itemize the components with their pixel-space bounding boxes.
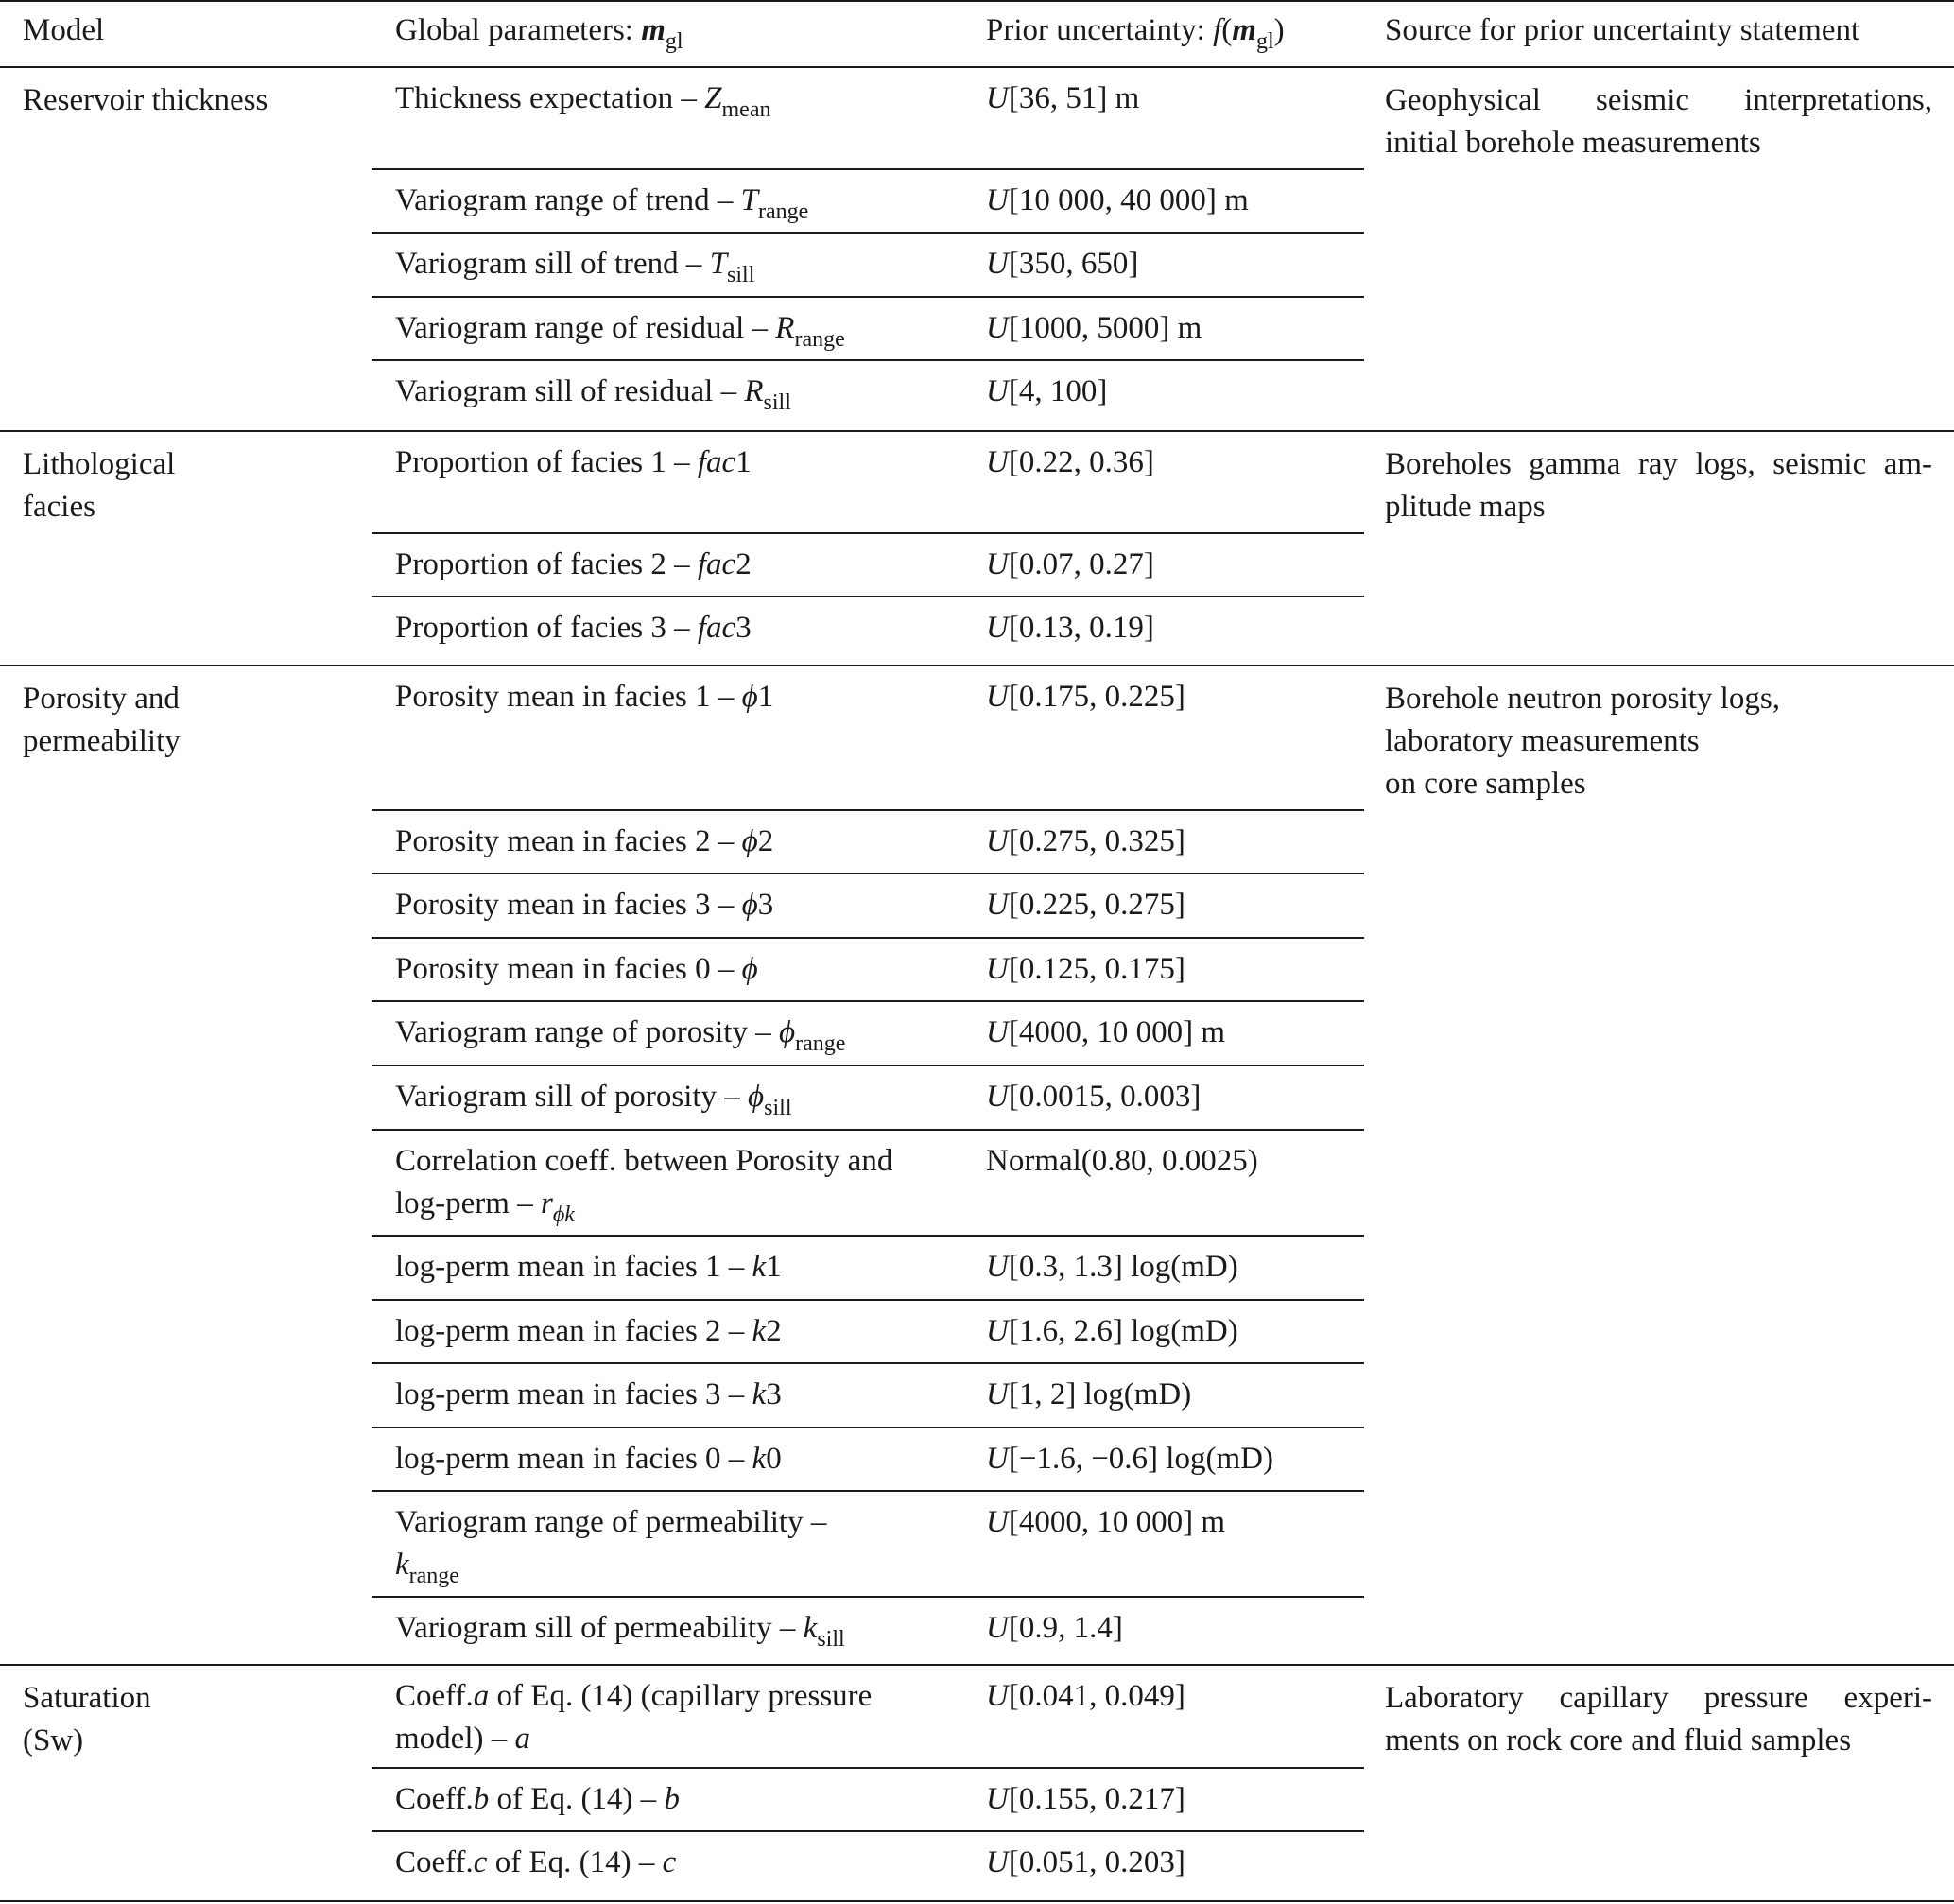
row-rule: [372, 1596, 1364, 1598]
uniform-symbol: U: [986, 1250, 1009, 1284]
uniform-symbol: U: [986, 888, 1009, 922]
row-rule: [372, 1235, 1364, 1237]
header-global-parameters: [395, 9, 683, 55]
prior-value: [1000, 5000] m: [1008, 311, 1202, 345]
parameter-cell: [395, 1374, 782, 1416]
source-line: on core samples: [1385, 767, 1586, 801]
param-text: Porosity mean in facies 2 –: [395, 824, 742, 858]
source-line: Laboratory capillary pressure experi-: [1385, 1681, 1932, 1715]
uniform-symbol: U: [986, 1782, 1009, 1816]
param-text: Variogram range of permeability –: [395, 1505, 827, 1539]
row-rule: [372, 596, 1364, 597]
prior-value: [0.0015, 0.003]: [1008, 1080, 1202, 1114]
param-symbol: Z: [704, 81, 722, 115]
parameter-cell: [395, 544, 752, 586]
parameter-cell: [395, 1501, 826, 1589]
param-text: Variogram sill of porosity –: [395, 1080, 749, 1114]
param-text: Proportion of facies 3 –: [395, 611, 698, 645]
header-prior-f: f: [1213, 13, 1222, 47]
table-top-rule: [0, 0, 1954, 2]
param-subscript: ϕk: [552, 1203, 575, 1227]
header-prior-subscript: gl: [1255, 29, 1274, 54]
uniform-symbol: U: [986, 247, 1009, 281]
parameter-cell: [395, 1310, 782, 1353]
param-symbol: k: [752, 1442, 767, 1476]
uniform-symbol: U: [986, 374, 1009, 408]
group-source-0: [1385, 79, 1932, 164]
header-prior-symbol: m: [1232, 13, 1256, 47]
param-text: Proportion of facies 2 –: [395, 547, 698, 581]
prior-cell: [986, 1140, 1258, 1183]
model-line: Porosity and: [23, 682, 180, 716]
row-rule: [372, 296, 1364, 298]
parameter-cell: [395, 676, 773, 718]
uniform-symbol: U: [986, 1679, 1009, 1713]
param-prefix: Coeff.: [395, 1845, 474, 1879]
prior-value: [0.225, 0.275]: [1008, 888, 1185, 922]
model-line: facies: [23, 490, 95, 524]
parameter-cell: [395, 1140, 892, 1228]
prior-cell: [986, 607, 1154, 649]
param-subscript: sill: [727, 263, 755, 287]
header-rule: [0, 66, 1954, 68]
parameter-cell: [395, 1076, 791, 1121]
param-symbol: ϕ: [741, 824, 758, 858]
row-rule: [372, 1000, 1364, 1002]
prior-value: [4, 100]: [1008, 374, 1108, 408]
parameter-cell: [395, 371, 791, 416]
param-symbol: k: [395, 1548, 409, 1582]
param-symbol: ϕ: [741, 680, 758, 714]
param-symbol: fac: [697, 445, 736, 479]
param-prefix: Coeff.: [395, 1782, 474, 1816]
param-text: Correlation coeff. between Porosity and: [395, 1144, 893, 1178]
prior-cell: [986, 676, 1185, 718]
param-text: Thickness expectation –: [395, 81, 705, 115]
group-source-1: [1385, 443, 1932, 528]
param-text: log-perm mean in facies 1 –: [395, 1250, 752, 1284]
prior-value: [0.125, 0.175]: [1008, 952, 1185, 986]
prior-value: [350, 650]: [1008, 247, 1139, 281]
param-index: 1: [766, 1250, 782, 1284]
param-subscript: sill: [763, 390, 791, 415]
uniform-symbol: U: [986, 1314, 1009, 1348]
parameter-cell: [395, 1246, 782, 1289]
prior-cell: [986, 1076, 1201, 1118]
param-symbol: R: [775, 311, 795, 345]
header-prior-close: ): [1273, 13, 1285, 47]
prior-cell: [986, 1438, 1273, 1480]
source-line: Geophysical seismic interpretations,: [1385, 83, 1932, 117]
uniform-symbol: U: [986, 1080, 1009, 1114]
prior-cell: [986, 180, 1249, 222]
param-variable: c: [473, 1845, 488, 1879]
param-symbol: T: [709, 247, 728, 281]
model-line: Lithological: [23, 447, 176, 481]
param-text: Variogram range of residual –: [395, 311, 776, 345]
uniform-symbol: U: [986, 611, 1009, 645]
source-line: laboratory measurements: [1385, 724, 1700, 758]
param-text: Variogram sill of residual –: [395, 374, 745, 408]
param-symbol: ϕ: [741, 888, 758, 922]
prior-value: [0.07, 0.27]: [1008, 547, 1154, 581]
source-line: plitude maps: [1385, 490, 1546, 524]
param-index: 2: [757, 824, 774, 858]
param-text: Porosity mean in facies 3 –: [395, 888, 742, 922]
uniform-symbol: U: [986, 824, 1009, 858]
param-symbol: ϕ: [741, 952, 758, 986]
uniform-symbol: U: [986, 1611, 1009, 1645]
param-text: log-perm mean in facies 2 –: [395, 1314, 752, 1348]
row-rule: [372, 232, 1364, 234]
param-symbol: r: [540, 1186, 553, 1220]
prior-cell: [986, 371, 1107, 413]
prior-value: [0.22, 0.36]: [1008, 445, 1154, 479]
param-text: log-perm mean in facies 3 –: [395, 1377, 752, 1411]
uniform-symbol: U: [986, 1442, 1009, 1476]
prior-value: [36, 51] m: [1008, 81, 1140, 115]
prior-cell: [986, 1675, 1185, 1718]
prior-cell: [986, 243, 1138, 286]
param-text: Porosity mean in facies 0 –: [395, 952, 742, 986]
header-model: Model: [23, 13, 105, 47]
param-symbol: k: [752, 1250, 767, 1284]
param-subscript: range: [757, 199, 809, 224]
param-text-line2: model) –: [395, 1722, 515, 1756]
parameter-cell: [395, 1607, 845, 1653]
group-rule: [0, 1664, 1954, 1666]
prior-value: [0.3, 1.3] log(mD): [1008, 1250, 1238, 1284]
param-index: 1: [757, 680, 774, 714]
source-line: Borehole neutron porosity logs,: [1385, 682, 1780, 716]
parameter-cell: [395, 1778, 680, 1821]
param-symbol: c: [662, 1845, 677, 1879]
header-prior-uncertainty: [986, 9, 1285, 55]
uniform-symbol: U: [986, 445, 1009, 479]
header-source: Source for prior uncertainty statement: [1385, 13, 1860, 47]
prior-value: [1, 2] log(mD): [1008, 1377, 1192, 1411]
prior-value: [0.155, 0.217]: [1008, 1782, 1185, 1816]
group-model-0: [23, 79, 268, 122]
row-rule: [372, 809, 1364, 811]
param-text: of Eq. (14) –: [489, 1782, 665, 1816]
prior-value: [0.13, 0.19]: [1008, 611, 1154, 645]
param-text: of Eq. (14) –: [487, 1845, 663, 1879]
param-symbol: k: [803, 1611, 818, 1645]
row-rule: [372, 1427, 1364, 1428]
uniform-symbol: U: [986, 1015, 1009, 1049]
param-symbol: ϕ: [748, 1080, 765, 1114]
parameter-cell: [395, 78, 771, 123]
row-rule: [372, 1299, 1364, 1301]
uniform-symbol: U: [986, 952, 1009, 986]
param-text: Variogram sill of trend –: [395, 247, 710, 281]
group-model-3: [23, 1677, 151, 1762]
param-prefix: Coeff.: [395, 1679, 474, 1713]
param-index: 2: [735, 547, 752, 581]
parameter-cell: [395, 441, 752, 484]
param-variable: b: [473, 1782, 490, 1816]
prior-cell: [986, 307, 1202, 350]
group-source-3: [1385, 1677, 1932, 1762]
row-rule: [372, 1490, 1364, 1492]
param-text: Variogram range of trend –: [395, 183, 741, 217]
prior-cell: [986, 1012, 1225, 1054]
group-rule: [0, 665, 1954, 666]
group-rule: [0, 430, 1954, 432]
prior-cell: [986, 821, 1185, 863]
row-rule: [372, 937, 1364, 939]
source-line: initial borehole measurements: [1385, 126, 1761, 160]
uniform-symbol: U: [986, 547, 1009, 581]
parameter-cell: [395, 1012, 845, 1057]
param-text: log-perm mean in facies 0 –: [395, 1442, 752, 1476]
header-param-symbol: m: [641, 13, 666, 47]
source-line: ments on rock core and fluid samples: [1385, 1723, 1852, 1757]
parameter-cell: [395, 243, 754, 288]
param-symbol: fac: [697, 547, 736, 581]
param-text: Proportion of facies 1 –: [395, 445, 698, 479]
prior-value: Normal(0.80, 0.0025): [986, 1144, 1258, 1178]
parameter-cell: [395, 1675, 872, 1760]
prior-cell: [986, 1310, 1238, 1353]
row-rule: [372, 532, 1364, 534]
parameter-cell: [395, 948, 758, 991]
prior-cell: [986, 1374, 1191, 1416]
param-symbol: b: [664, 1782, 680, 1816]
parameter-cell: [395, 307, 845, 353]
param-subscript: sill: [817, 1627, 845, 1652]
prior-value: [10 000, 40 000] m: [1008, 183, 1249, 217]
prior-value: [0.051, 0.203]: [1008, 1845, 1185, 1879]
param-text: Variogram range of porosity –: [395, 1015, 779, 1049]
model-line: Reservoir thickness: [23, 83, 268, 117]
uniform-symbol: U: [986, 81, 1009, 115]
prior-cell: [986, 1607, 1123, 1650]
prior-cell: [986, 1246, 1238, 1289]
prior-value: [4000, 10 000] m: [1008, 1015, 1225, 1049]
row-rule: [372, 1830, 1364, 1832]
row-rule: [372, 1362, 1364, 1364]
prior-cell: [986, 1778, 1185, 1821]
param-subscript: mean: [721, 97, 771, 122]
param-symbol: R: [744, 374, 764, 408]
prior-value: [4000, 10 000] m: [1008, 1505, 1225, 1539]
uniform-symbol: U: [986, 183, 1009, 217]
prior-cell: [986, 1842, 1185, 1884]
model-line: Saturation: [23, 1681, 151, 1715]
param-symbol: fac: [697, 611, 736, 645]
uniform-symbol: U: [986, 1377, 1009, 1411]
param-symbol: k: [752, 1314, 767, 1348]
uniform-symbol: U: [986, 311, 1009, 345]
param-index: 0: [766, 1442, 782, 1476]
prior-cell: [986, 544, 1154, 586]
header-prior-text: Prior uncertainty:: [986, 13, 1214, 47]
param-text-line2: log-perm –: [395, 1186, 541, 1220]
row-rule: [372, 1129, 1364, 1131]
parameter-cell: [395, 1438, 782, 1480]
parameter-cell: [395, 884, 773, 926]
prior-cell: [986, 884, 1185, 926]
param-subscript: sill: [764, 1096, 792, 1120]
parameter-cell: [395, 821, 773, 863]
row-rule: [372, 168, 1364, 170]
header-prior-open: (: [1221, 13, 1233, 47]
param-index: 2: [766, 1314, 782, 1348]
parameter-cell: [395, 607, 752, 649]
header-param-subscript: gl: [665, 29, 683, 54]
uniform-symbol: U: [986, 1845, 1009, 1879]
param-subscript: range: [795, 1031, 846, 1056]
prior-value: [−1.6, −0.6] log(mD): [1008, 1442, 1273, 1476]
row-rule: [372, 1065, 1364, 1066]
model-line: (Sw): [23, 1723, 84, 1757]
row-rule: [372, 1767, 1364, 1769]
source-line: Boreholes gamma ray logs, seismic am-: [1385, 447, 1932, 481]
table-bottom-rule: [0, 1900, 1954, 1902]
group-model-1: [23, 443, 175, 528]
param-index: 3: [766, 1377, 782, 1411]
param-index: 3: [735, 611, 752, 645]
prior-cell: [986, 78, 1139, 120]
param-text: of Eq. (14) (capillary pressure: [489, 1679, 873, 1713]
header-param-text: Global parameters:: [395, 13, 642, 47]
row-rule: [372, 873, 1364, 874]
prior-value: [0.175, 0.225]: [1008, 680, 1185, 714]
row-rule: [372, 359, 1364, 361]
param-symbol: a: [514, 1722, 530, 1756]
group-source-2: [1385, 678, 1932, 805]
param-index: 3: [757, 888, 774, 922]
param-index: 1: [735, 445, 752, 479]
parameter-cell: [395, 1842, 676, 1884]
param-text: Variogram sill of permeability –: [395, 1611, 804, 1645]
param-text: Porosity mean in facies 1 –: [395, 680, 742, 714]
prior-value: [0.041, 0.049]: [1008, 1679, 1185, 1713]
param-variable: a: [473, 1679, 490, 1713]
group-model-2: [23, 678, 181, 763]
parameter-cell: [395, 180, 808, 225]
prior-cell: [986, 948, 1185, 991]
param-symbol: k: [752, 1377, 767, 1411]
prior-value: [0.9, 1.4]: [1008, 1611, 1123, 1645]
prior-cell: [986, 441, 1154, 484]
param-symbol: T: [740, 183, 758, 217]
param-symbol: ϕ: [778, 1015, 796, 1049]
param-subscript: range: [408, 1564, 459, 1588]
uniform-symbol: U: [986, 680, 1009, 714]
model-line: permeability: [23, 724, 181, 758]
uniform-symbol: U: [986, 1505, 1009, 1539]
prior-cell: [986, 1501, 1225, 1544]
prior-value: [1.6, 2.6] log(mD): [1008, 1314, 1238, 1348]
param-subscript: range: [794, 327, 845, 352]
prior-value: [0.275, 0.325]: [1008, 824, 1185, 858]
